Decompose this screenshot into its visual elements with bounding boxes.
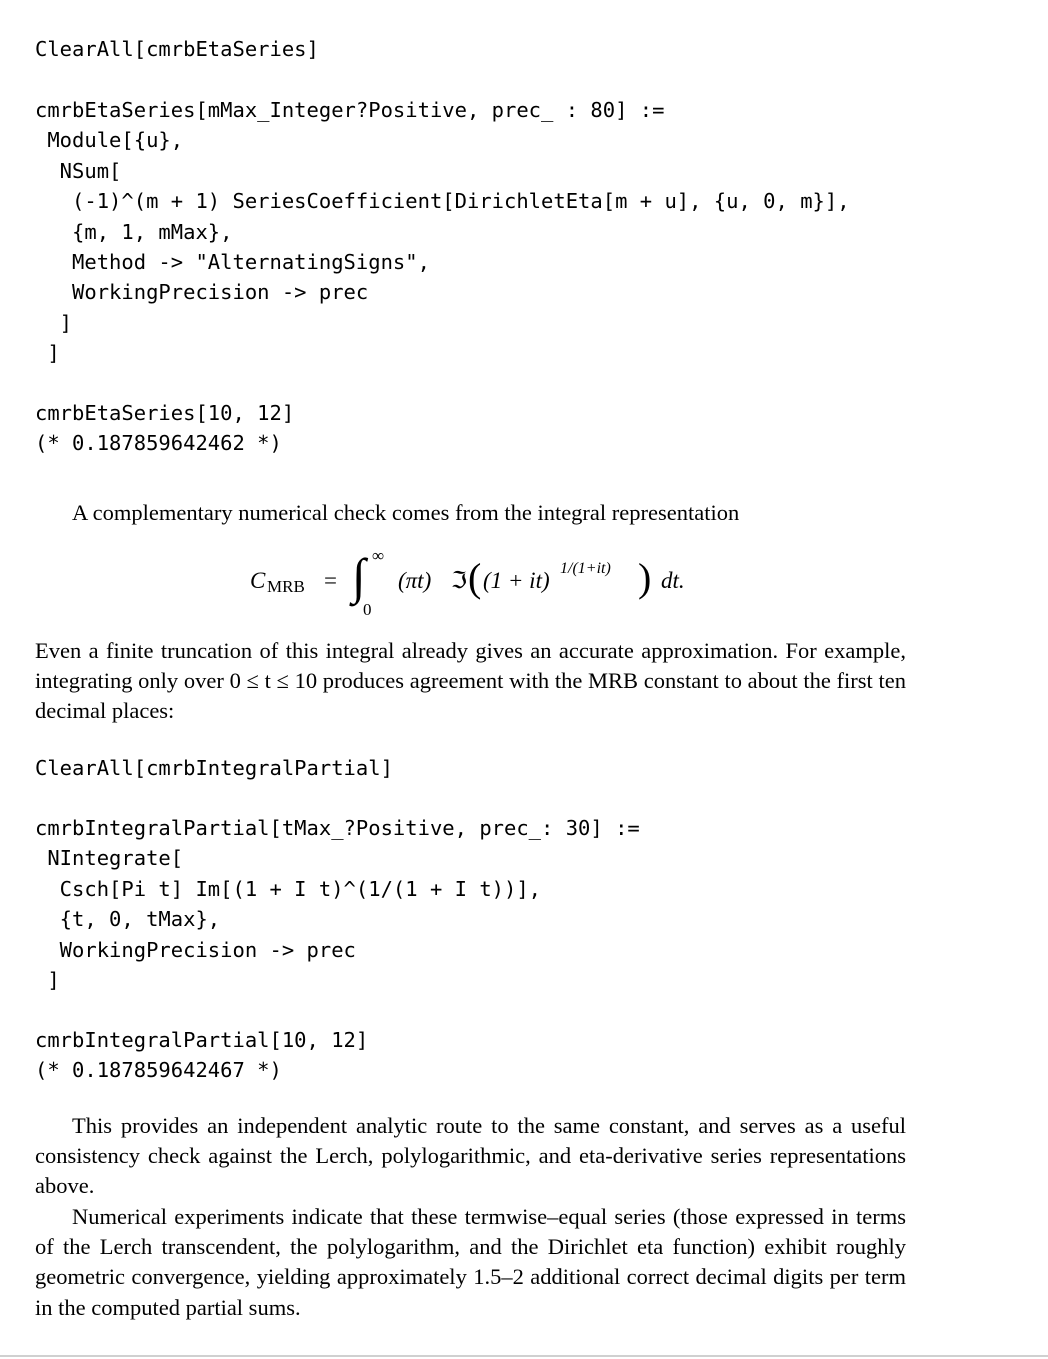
equation-open-paren: (	[468, 555, 482, 600]
equation-lhs-symbol: C	[250, 568, 266, 593]
equation-equals: =	[324, 568, 337, 593]
equation-exponent: 1/(1+it)	[560, 560, 611, 577]
code-integral-partial-call: cmrbIntegralPartial[10, 12] (* 0.187859642467 *)	[35, 1028, 369, 1083]
paragraph-integral-intro: A complementary numerical check comes from the integral representation	[72, 500, 740, 525]
equation-integral-sign: ∫	[352, 548, 366, 604]
equation-im-symbol: ℑ	[451, 568, 468, 593]
code-eta-series-definition: cmrbEtaSeries[mMax_Integer?Positive, prec_ : 80] := Module[{u}, NSum[ (-1)^(m + 1) SeriesCoefficient[DirichletEta[m + u], {u, 0, m}], {m, 1, mMax}, Method -> "AlternatingSigns", WorkingPrecision -> prec ] ]	[35, 98, 850, 366]
equation-differential: dt.	[661, 568, 685, 593]
equation-close-paren: )	[638, 555, 652, 600]
equation-integral-representation	[250, 548, 720, 618]
paragraph-independent-route: This provides an independent analytic route to the same constant, and serves as a useful consistency check against the Lerch, polylogarithmic, and eta-derivative series representations above.	[35, 1113, 906, 1199]
equation-lower-limit: 0	[363, 600, 372, 619]
page-bottom-border	[0, 1355, 1048, 1357]
paragraph-numerical-experiments: Numerical experiments indicate that these termwise–equal series (those expressed in terms of the Lerch transcendent, the polylogarithm, and the Dirichlet eta function) exhibit roughly geometric convergence, yielding approximately 1.5–2 additional correct decimal digits per term in the computed partial sums.	[35, 1204, 906, 1320]
paragraph-finite-truncation: Even a finite truncation of this integral already gives an accurate approximation. For example, integrating only over 0 ≤ t ≤ 10 produces agreement with the MRB constant to about the first ten decimal places:	[35, 638, 906, 724]
equation-lhs-subscript: MRB	[267, 577, 305, 596]
code-clearall-integral: ClearAll[cmrbIntegralPartial]	[35, 756, 393, 780]
code-clearall-eta: ClearAll[cmrbEtaSeries]	[35, 37, 319, 61]
equation-base: (1 + it)	[483, 568, 550, 593]
equation-factor: (πt)	[398, 568, 432, 593]
code-integral-partial-definition: cmrbIntegralPartial[tMax_?Positive, prec_: 30] := NIntegrate[ Csch[Pi t] Im[(1 + I t)^(1/(1 + I t))], {t, 0, tMax}, WorkingPrecision -> prec ]	[35, 816, 640, 993]
code-eta-series-call: cmrbEtaSeries[10, 12] (* 0.187859642462 *)	[35, 401, 295, 456]
equation-upper-limit: ∞	[372, 546, 385, 565]
